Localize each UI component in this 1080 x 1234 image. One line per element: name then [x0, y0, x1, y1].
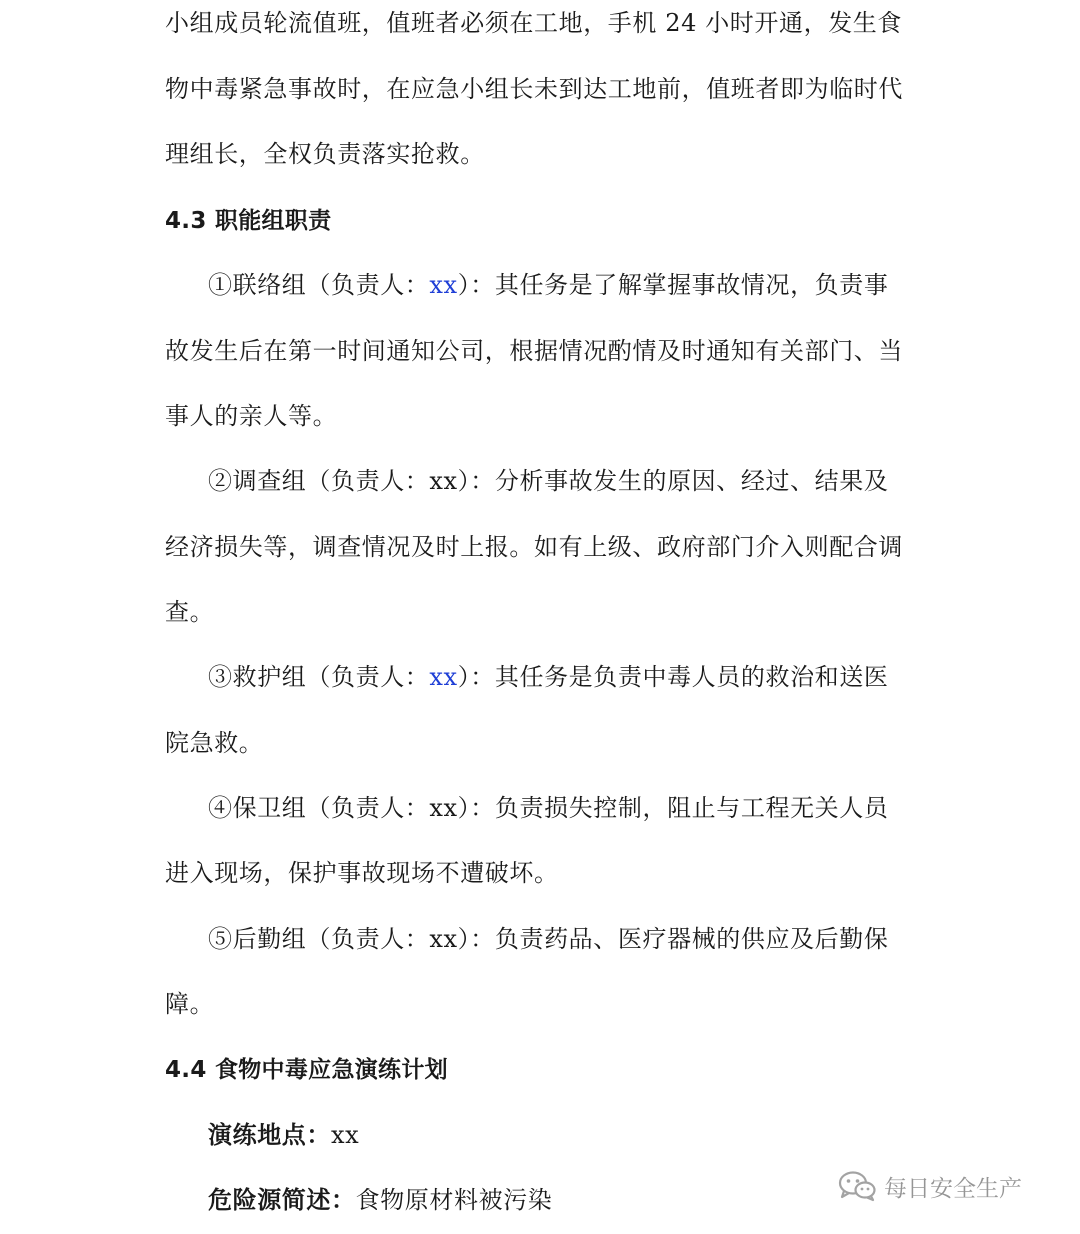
wechat-icon	[838, 1170, 876, 1202]
hazard-label: 危险源简述：	[208, 1186, 356, 1214]
paragraph-line: 查。	[165, 598, 215, 626]
hazard-value: 食物原材料被污染	[355, 1186, 553, 1214]
duty-item-text: ）：其任务是了解掌握事故情况，负责事	[457, 271, 889, 299]
duty-item-liaison	[208, 270, 889, 300]
duty-item-text: ）：其任务是负责中毒人员的救治和送医	[457, 663, 889, 691]
paragraph-line: 理组长，全权负责落实抢救。	[165, 140, 485, 168]
watermark	[838, 1168, 1022, 1204]
paragraph-line: 进入现场，保护事故现场不遭破坏。	[165, 859, 559, 887]
paragraph-line: 障。	[165, 990, 215, 1018]
person-placeholder: xx	[429, 271, 458, 299]
section-heading-4-4: 4.4 食物中毒应急演练计划	[165, 1057, 448, 1083]
paragraph-line: 院急救。	[165, 729, 264, 757]
paragraph-line: 故发生后在第一时间通知公司，根据情况酌情及时通知有关部门、当	[165, 337, 903, 365]
duty-item-rescue	[208, 662, 889, 692]
paragraph-line: 事人的亲人等。	[165, 402, 338, 430]
drill-location-value: xx	[331, 1121, 360, 1149]
person-placeholder: xx	[429, 663, 458, 691]
hazard-description	[208, 1185, 552, 1215]
watermark-text: 每日安全生产	[884, 1175, 1022, 1202]
paragraph-line: 小组成员轮流值班，值班者必须在工地，手机 24 小时开通，发生食	[165, 9, 902, 37]
drill-location	[208, 1120, 359, 1150]
duty-item-prefix: ③救护组（负责人：	[208, 663, 430, 691]
duty-item-security: ④保卫组（负责人：xx）：负责损失控制，阻止与工程无关人员	[208, 794, 889, 822]
drill-location-label: 演练地点：	[208, 1121, 331, 1149]
paragraph-line: 物中毒紧急事故时，在应急小组长未到达工地前，值班者即为临时代	[165, 75, 903, 103]
duty-item-investigation: ②调查组（负责人：xx）：分析事故发生的原因、经过、结果及	[208, 467, 889, 495]
section-heading-4-3: 4.3 职能组职责	[165, 208, 332, 234]
duty-item-prefix: ①联络组（负责人：	[208, 271, 430, 299]
paragraph-line: 经济损失等，调查情况及时上报。如有上级、政府部门介入则配合调	[165, 533, 903, 561]
duty-item-logistics: ⑤后勤组（负责人：xx）：负责药品、医疗器械的供应及后勤保	[208, 925, 889, 953]
